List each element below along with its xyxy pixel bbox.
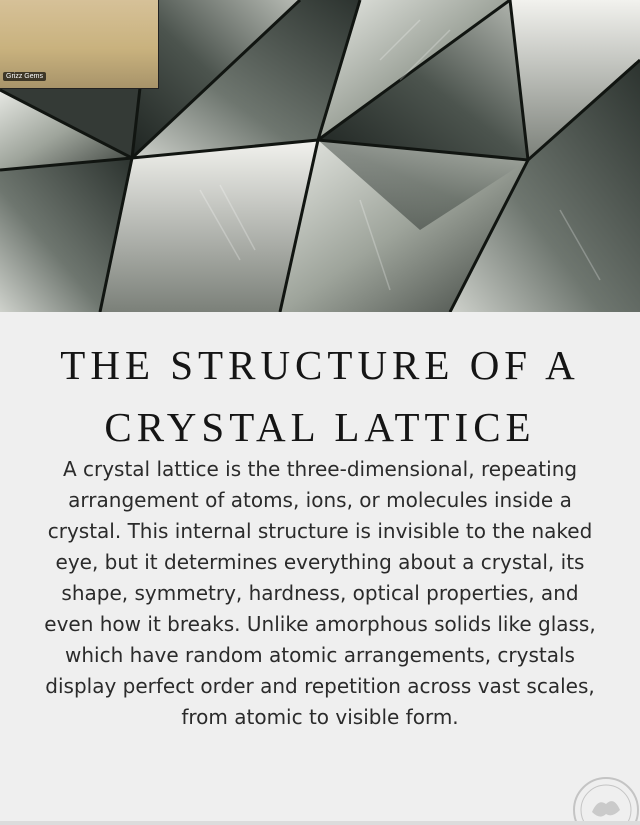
slide-bottom-edge — [0, 821, 640, 825]
slide-title-line-2: CRYSTAL LATTICE — [104, 404, 536, 450]
presenter-name-label: Grizz Gems — [3, 72, 46, 81]
slide-title-line-1: THE STRUCTURE OF A — [60, 342, 580, 388]
slide-content — [0, 312, 640, 825]
slide-title — [0, 334, 640, 458]
logo-seal-icon — [566, 770, 640, 825]
slide-hero-image — [0, 0, 640, 312]
slide-body-text: A crystal lattice is the three-dimensional, repeating arrangement of atoms, ions, or molecules inside a crystal. This internal structure is invisible to the naked eye, but it determines everything about a crystal, its shape, symmetry, hardness, optical properties, and even how it breaks. Unlike amorphous solids like glass, which have random atomic arrangements, crystals display perfect order and repetition across vast scales, from atomic to visible form. — [44, 457, 596, 729]
presenter-webcam — [0, 0, 159, 89]
